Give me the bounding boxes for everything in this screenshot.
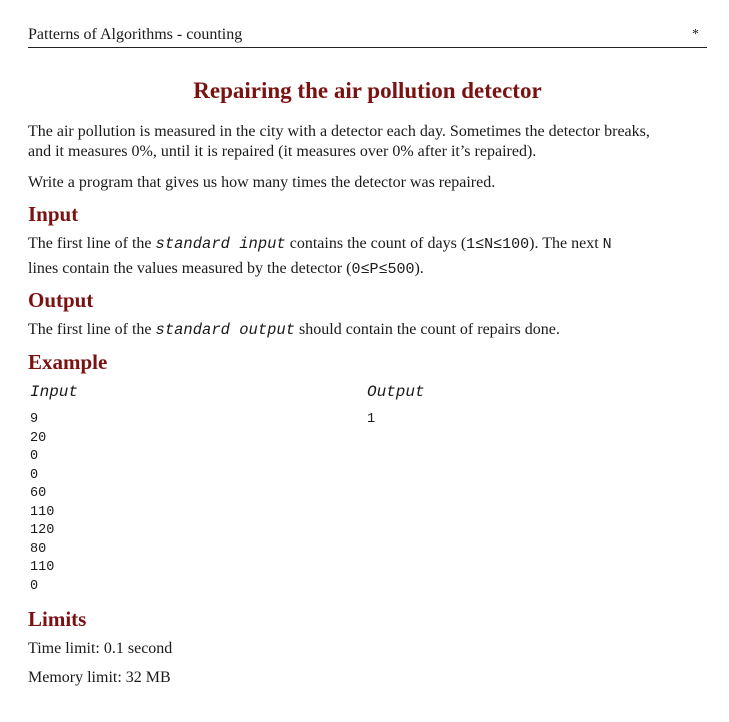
intro-paragraph <box>28 122 707 162</box>
input-desc-line-2 <box>28 259 707 280</box>
example-line: 9 <box>30 412 39 427</box>
memory-limit: Memory limit: 32 MB <box>28 669 171 686</box>
example-line: 120 <box>30 523 55 538</box>
problem-title: Repairing the air pollution detector <box>193 78 542 103</box>
stdout-code: standard output <box>155 321 296 339</box>
stdin-code: standard input <box>155 235 286 253</box>
header-marker: * <box>692 27 699 42</box>
input-text-mid: contains the count of days ( <box>285 235 467 252</box>
example-line: 0 <box>30 449 39 464</box>
limits-heading: Limits <box>28 607 87 631</box>
input-desc-line-1 <box>28 234 707 255</box>
example-input-block <box>30 411 54 596</box>
example-heading: Example <box>28 350 108 374</box>
range-n: 1≤N≤100 <box>466 236 530 253</box>
intro-line-1: The air pollution is measured in the city with a detector each day. Sometimes the detector breaks, <box>28 123 650 140</box>
output-description <box>28 320 707 340</box>
example-line: 60 <box>30 486 47 501</box>
time-limit: Time limit: 0.1 second <box>28 640 173 657</box>
example-line: 20 <box>30 430 47 446</box>
range-p: 0≤P≤500 <box>351 261 415 278</box>
page-header <box>28 25 707 48</box>
example-output-label: Output <box>367 383 425 401</box>
task-paragraph: Write a program that gives us how many times the detector was repaired. <box>28 174 496 191</box>
intro-line-2: and it measures 0%, until it is repaired (it measures over 0% after it’s repaired). <box>28 143 537 160</box>
example-line: 1 <box>367 412 376 427</box>
example-line: 110 <box>30 504 55 520</box>
example-line: 110 <box>30 560 55 575</box>
input-text-before: The first line of the <box>28 235 156 252</box>
output-text-after: should contain the count of repairs done. <box>295 321 560 338</box>
example-output-block <box>367 411 375 430</box>
course-title: Patterns of Algorithms - counting <box>28 26 243 43</box>
var-n: N <box>602 236 612 253</box>
output-text-before: The first line of the <box>28 321 156 338</box>
example-line: 80 <box>30 541 47 557</box>
input-heading: Input <box>28 202 79 226</box>
input-description <box>28 234 707 280</box>
example-input-label: Input <box>30 383 79 401</box>
input-line2-before: lines contain the values measured by the detector ( <box>28 260 352 277</box>
example-line: 0 <box>30 578 39 594</box>
output-heading: Output <box>28 288 94 312</box>
input-line2-after: ). <box>414 260 424 277</box>
input-text-after: ). The next <box>529 235 603 252</box>
example-line: 0 <box>30 467 39 483</box>
